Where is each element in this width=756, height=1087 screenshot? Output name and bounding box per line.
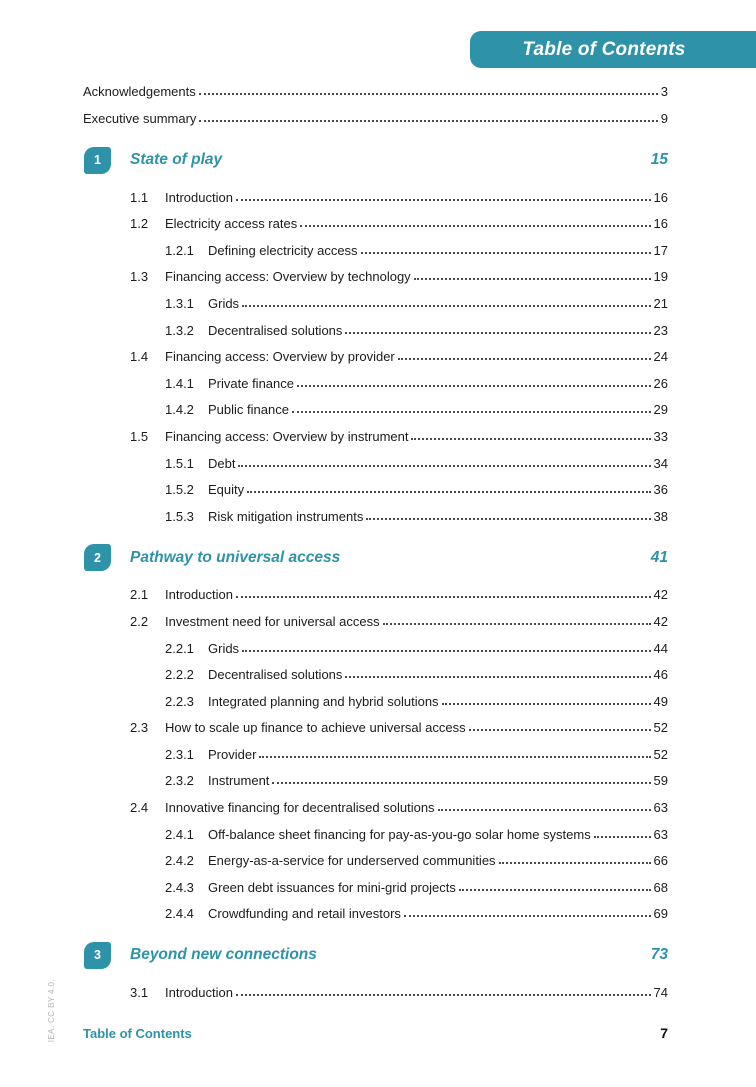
dot-leader: [300, 225, 650, 227]
toc-entry-number: 2.3: [130, 720, 149, 736]
dot-leader: [199, 120, 657, 122]
toc-entry[interactable]: [130, 417, 668, 444]
toc-entry-title: Energy-as-a-service for underserved communities: [208, 853, 496, 869]
toc-entry-title: Introduction: [165, 985, 233, 1001]
dot-leader: [442, 703, 651, 705]
toc-entry-number: 3.1: [130, 985, 149, 1001]
toc-entry-title: Investment need for universal access: [165, 613, 380, 629]
chapter-number-badge: 3: [84, 942, 111, 969]
toc-entry-number: 1.4: [130, 349, 149, 365]
toc-entry-title: Electricity access rates: [165, 216, 298, 232]
toc-entry-number: 2.2.1: [165, 640, 194, 656]
toc-entry[interactable]: [165, 629, 668, 656]
front-entries: [83, 72, 668, 126]
toc-entry-number: 1.3.1: [165, 295, 194, 311]
toc-entry-title: Financing access: Overview by instrument: [165, 428, 409, 444]
dot-leader: [361, 252, 651, 254]
toc-entry-title: Equity: [208, 482, 245, 498]
dot-leader: [199, 93, 658, 95]
toc-entry-number: 2.4.4: [165, 906, 194, 922]
toc-entry-number: 2.4: [130, 800, 149, 816]
toc-entry-number: 1.5.3: [165, 508, 194, 524]
dot-leader: [259, 756, 650, 758]
toc-entry-page: 24: [653, 349, 668, 365]
toc-entry[interactable]: [130, 788, 668, 815]
toc-entry[interactable]: [130, 258, 668, 285]
toc-entry-title: Risk mitigation instruments: [208, 508, 364, 524]
toc-entry-title: Debt: [208, 455, 236, 471]
chapter-page: 73: [650, 946, 668, 964]
toc-entry[interactable]: [165, 815, 668, 842]
footer-page-number: 7: [660, 1025, 668, 1041]
toc-entry-number: 2.3.2: [165, 773, 194, 789]
toc-list: [83, 72, 668, 1000]
chapter-entries: [83, 576, 668, 922]
toc-entry-page: 9: [660, 111, 668, 126]
toc-entry-page: 16: [653, 189, 668, 205]
toc-entry-title: Grids: [208, 640, 240, 656]
dot-leader: [438, 809, 651, 811]
toc-entry-page: 69: [653, 906, 668, 922]
toc-entry-page: 52: [653, 746, 668, 762]
toc-entry[interactable]: [83, 72, 668, 99]
toc-entry-page: 44: [653, 640, 668, 656]
toc-entry-title: Innovative financing for decentralised solutions: [165, 800, 435, 816]
chapter-entries: [83, 973, 668, 1000]
toc-entry-title: Off-balance sheet financing for pay-as-you-go solar home systems: [208, 826, 591, 842]
toc-entry-title: Crowdfunding and retail investors: [208, 906, 401, 922]
toc-entry-title: Executive summary: [83, 111, 197, 126]
toc-entry-title: Acknowledgements: [83, 84, 196, 99]
banner-title: Table of Contents: [522, 38, 686, 60]
toc-entry[interactable]: [165, 762, 668, 789]
chapter-heading[interactable]: [83, 543, 668, 573]
toc-entry-title: Instrument: [208, 773, 270, 789]
chapter-page: 41: [650, 548, 668, 566]
dot-leader: [236, 994, 651, 996]
toc-entry-page: 21: [653, 295, 668, 311]
toc-entry-title: Introduction: [165, 189, 233, 205]
toc-entry[interactable]: [165, 868, 668, 895]
dot-leader: [383, 623, 651, 625]
toc-entry-title: Public finance: [208, 402, 289, 418]
toc-entry-number: 1.4.1: [165, 375, 194, 391]
toc-entry-page: 33: [653, 428, 668, 444]
toc-entry-page: 66: [653, 853, 668, 869]
toc-entry-page: 52: [653, 720, 668, 736]
toc-entry-page: 42: [653, 587, 668, 603]
toc-entry[interactable]: [165, 656, 668, 683]
dot-leader: [238, 465, 650, 467]
toc-entry-number: 1.2.1: [165, 242, 194, 258]
toc-entry-title: Financing access: Overview by technology: [165, 269, 411, 285]
toc-entry-page: 19: [653, 269, 668, 285]
chapter-entries: [83, 178, 668, 524]
chapter-list: [83, 145, 668, 1000]
page-banner: [470, 31, 756, 68]
toc-entry[interactable]: [165, 895, 668, 922]
dot-leader: [499, 862, 651, 864]
toc-entry-title: Defining electricity access: [208, 242, 358, 258]
toc-entry-title: Introduction: [165, 587, 233, 603]
toc-entry-page: 34: [653, 455, 668, 471]
chapter-title: State of play: [130, 151, 223, 168]
dot-leader: [247, 491, 650, 493]
chapter-title: Pathway to universal access: [130, 548, 341, 566]
dot-leader: [345, 676, 650, 678]
toc-entry-number: 2.2.2: [165, 667, 194, 683]
chapter-page: 15: [650, 151, 668, 168]
toc-entry-title: Integrated planning and hybrid solutions: [208, 693, 439, 709]
toc-entry-title: Grids: [208, 295, 240, 311]
chapter-number-badge: 1: [84, 147, 111, 174]
toc-entry-page: 38: [653, 508, 668, 524]
dot-leader: [366, 518, 650, 520]
toc-entry-number: 1.5.1: [165, 455, 194, 471]
toc-entry-number: 1.2: [130, 216, 149, 232]
toc-entry-number: 2.4.1: [165, 826, 194, 842]
toc-entry-number: 1.5: [130, 428, 149, 444]
toc-entry-number: 1.1: [130, 189, 149, 205]
toc-entry[interactable]: [130, 338, 668, 365]
toc-entry-page: 63: [653, 800, 668, 816]
toc-entry[interactable]: [130, 205, 668, 232]
toc-entry[interactable]: [130, 178, 668, 205]
chapter-heading[interactable]: [83, 145, 668, 175]
toc-entry-number: 2.1: [130, 587, 149, 603]
dot-leader: [242, 305, 650, 307]
toc-entry-page: 36: [653, 482, 668, 498]
toc-chapter: [83, 145, 668, 524]
dot-leader: [459, 889, 651, 891]
toc-entry[interactable]: [130, 709, 668, 736]
toc-chapter: [83, 543, 668, 922]
toc-entry-title: Decentralised solutions: [208, 667, 343, 683]
toc-entry[interactable]: [165, 497, 668, 524]
toc-entry[interactable]: [130, 973, 668, 1000]
toc-entry[interactable]: [165, 284, 668, 311]
toc-entry-page: 49: [653, 693, 668, 709]
toc-entry[interactable]: [130, 602, 668, 629]
toc-entry-title: Financing access: Overview by provider: [165, 349, 395, 365]
dot-leader: [272, 782, 650, 784]
toc-entry-page: 26: [653, 375, 668, 391]
toc-entry[interactable]: [165, 364, 668, 391]
dot-leader: [404, 915, 651, 917]
toc-entry-page: 59: [653, 773, 668, 789]
toc-entry-number: 1.4.2: [165, 402, 194, 418]
toc-entry-number: 2.4.3: [165, 879, 194, 895]
dot-leader: [242, 650, 650, 652]
dot-leader: [236, 199, 651, 201]
dot-leader: [594, 836, 651, 838]
toc-entry-page: 46: [653, 667, 668, 683]
page-footer: [83, 1022, 668, 1044]
toc-entry[interactable]: [165, 311, 668, 338]
dot-leader: [345, 332, 650, 334]
dot-leader: [297, 385, 651, 387]
toc-entry-number: 2.2: [130, 613, 149, 629]
toc-entry-number: 2.4.2: [165, 853, 194, 869]
toc-entry-title: How to scale up finance to achieve universal access: [165, 720, 466, 736]
toc-entry-page: 29: [653, 402, 668, 418]
toc-entry-number: 1.3.2: [165, 322, 194, 338]
dot-leader: [398, 358, 651, 360]
toc-chapter: [83, 940, 668, 1000]
chapter-number-badge: 2: [84, 544, 111, 571]
dot-leader: [411, 438, 650, 440]
toc-entry[interactable]: [83, 99, 668, 126]
toc-entry-title: Provider: [208, 746, 257, 762]
toc-entry-title: Private finance: [208, 375, 294, 391]
toc-entry[interactable]: [165, 231, 668, 258]
license-note: IEA. CC BY 4.0.: [47, 978, 56, 1042]
toc-entry-title: Decentralised solutions: [208, 322, 343, 338]
toc-entry-page: 3: [660, 84, 668, 99]
toc-entry[interactable]: [165, 391, 668, 418]
toc-entry[interactable]: [165, 842, 668, 869]
toc-entry[interactable]: [165, 735, 668, 762]
footer-section-label: Table of Contents: [83, 1025, 192, 1041]
toc-entry-number: 1.5.2: [165, 482, 194, 498]
toc-entry[interactable]: [165, 682, 668, 709]
chapter-title: Beyond new connections: [130, 946, 317, 964]
toc-entry-page: 16: [653, 216, 668, 232]
toc-entry-number: 2.3.1: [165, 746, 194, 762]
dot-leader: [469, 729, 651, 731]
toc-entry-page: 42: [653, 613, 668, 629]
dot-leader: [292, 411, 651, 413]
dot-leader: [414, 278, 651, 280]
dot-leader: [236, 596, 651, 598]
toc-entry[interactable]: [130, 576, 668, 603]
toc-entry-page: 17: [653, 242, 668, 258]
toc-entry[interactable]: [165, 444, 668, 471]
toc-entry[interactable]: [165, 471, 668, 498]
toc-entry-number: 1.3: [130, 269, 149, 285]
toc-entry-page: 63: [653, 826, 668, 842]
toc-entry-page: 74: [653, 985, 668, 1001]
toc-entry-page: 68: [653, 879, 668, 895]
toc-entry-page: 23: [653, 322, 668, 338]
chapter-heading[interactable]: [83, 940, 668, 970]
toc-entry-title: Green debt issuances for mini-grid projects: [208, 879, 456, 895]
toc-entry-number: 2.2.3: [165, 693, 194, 709]
